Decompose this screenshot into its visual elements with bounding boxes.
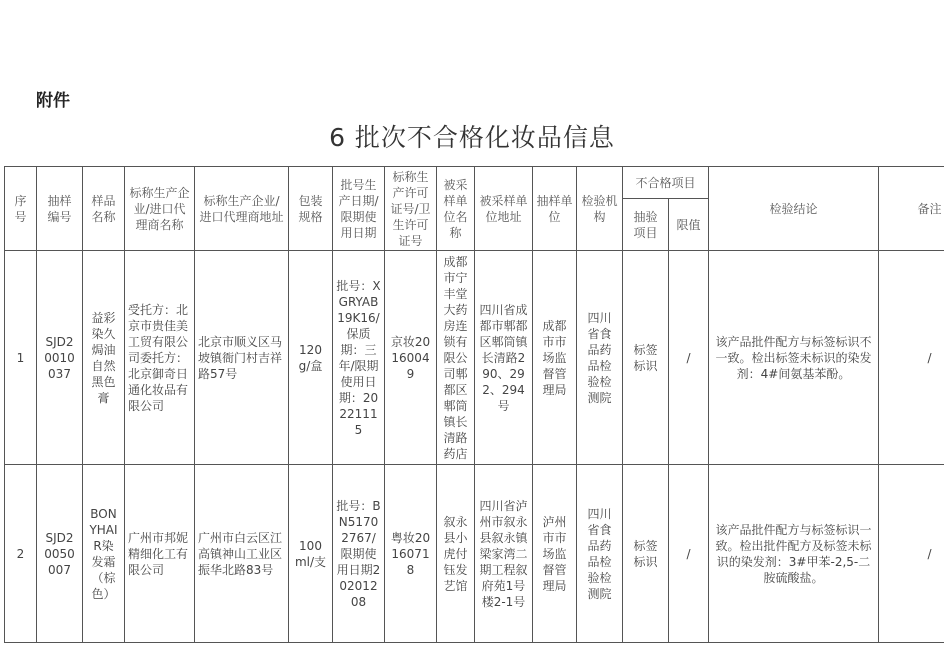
header-limit: 限值 (669, 199, 709, 251)
cell-sampled-address: 四川省成都市郫都区郫筒镇长清路290、292、294号 (475, 251, 533, 465)
cell-batch: 批号：BN51702767/限期使用日期20201208 (333, 465, 385, 643)
cell-batch: 批号：XGRYAB19K16/保质期：三年/限期使用日期：20221115 (333, 251, 385, 465)
cell-limit: / (669, 465, 709, 643)
header-inspection-org: 检验机构 (577, 167, 623, 251)
cell-conclusion: 该产品批件配方与标签标识不一致。检出标签未标识的染发剂：4#间氨基苯酚。 (709, 251, 879, 465)
cell-spec: 100ml/支 (289, 465, 333, 643)
cell-sampling-unit: 泸州市市场监督管理局 (533, 465, 577, 643)
cell-seq: 2 (5, 465, 37, 643)
cell-seq: 1 (5, 251, 37, 465)
header-license: 标称生产许可证号/卫生许可证号 (385, 167, 437, 251)
cell-manufacturer: 受托方：北京市贵佳美工贸有限公司委托方：北京御奇日通化妆品有限公司 (125, 251, 195, 465)
cell-inspection-org: 四川省食品药品检验检测院 (577, 465, 623, 643)
unqualified-cosmetics-table (4, 166, 944, 643)
cell-inspect-item: 标签标识 (623, 465, 669, 643)
cell-license: 粤妆20160718 (385, 465, 437, 643)
cell-conclusion: 该产品批件配方与标签标识一致。检出批件配方及标签未标识的染发剂：3#甲苯-2,5-二胺硫酸盐。 (709, 465, 879, 643)
header-spec: 包装规格 (289, 167, 333, 251)
attachment-label: 附件 (36, 91, 70, 111)
header-seq: 序号 (5, 167, 37, 251)
cell-sampling-unit: 成都市市场监督管理局 (533, 251, 577, 465)
header-sampled-address: 被采样单位地址 (475, 167, 533, 251)
header-manufacturer: 标称生产企业/进口代理商名称 (125, 167, 195, 251)
header-sample-no: 抽样编号 (37, 167, 83, 251)
header-product-name: 样品名称 (83, 167, 125, 251)
cell-sampled-address: 四川省泸州市叙永县叙永镇梁家湾二期工程叙府苑1号楼2-1号 (475, 465, 533, 643)
header-address: 标称生产企业/进口代理商地址 (195, 167, 289, 251)
cell-inspection-org: 四川省食品药品检验检测院 (577, 251, 623, 465)
cell-remark: / (879, 465, 944, 643)
header-sampling-unit: 抽样单位 (533, 167, 577, 251)
cell-sample-no: SJD20050007 (37, 465, 83, 643)
cell-address: 北京市顺义区马坡镇衙门村吉祥路57号 (195, 251, 289, 465)
cell-product-name: 益彩染久焗油自然黑色膏 (83, 251, 125, 465)
cell-product-name: BONYHAIR染发霜（棕色） (83, 465, 125, 643)
header-sampled-unit: 被采样单位名称 (437, 167, 475, 251)
cell-sampled-unit: 成都市宁丰堂大药房连锁有限公司郫都区郫筒镇长清路药店 (437, 251, 475, 465)
cell-limit: / (669, 251, 709, 465)
header-inspect-item: 抽验项目 (623, 199, 669, 251)
cell-address: 广州市白云区江高镇神山工业区振华北路83号 (195, 465, 289, 643)
table-row (5, 465, 944, 643)
cell-sampled-unit: 叙永县小虎付钰发艺馆 (437, 465, 475, 643)
table-header-row (5, 167, 944, 199)
page-title: 6 批次不合格化妆品信息 (329, 123, 615, 152)
cell-manufacturer: 广州市邦妮精细化工有限公司 (125, 465, 195, 643)
header-remark: 备注 (879, 167, 944, 251)
header-batch: 批号生产日期/限期使用日期 (333, 167, 385, 251)
header-failed-items: 不合格项目 (623, 167, 709, 199)
header-conclusion: 检验结论 (709, 167, 879, 251)
cell-spec: 120g/盒 (289, 251, 333, 465)
cell-inspect-item: 标签标识 (623, 251, 669, 465)
table-row (5, 251, 944, 465)
cell-sample-no: SJD20010037 (37, 251, 83, 465)
cell-remark: / (879, 251, 944, 465)
cell-license: 京妆20160049 (385, 251, 437, 465)
